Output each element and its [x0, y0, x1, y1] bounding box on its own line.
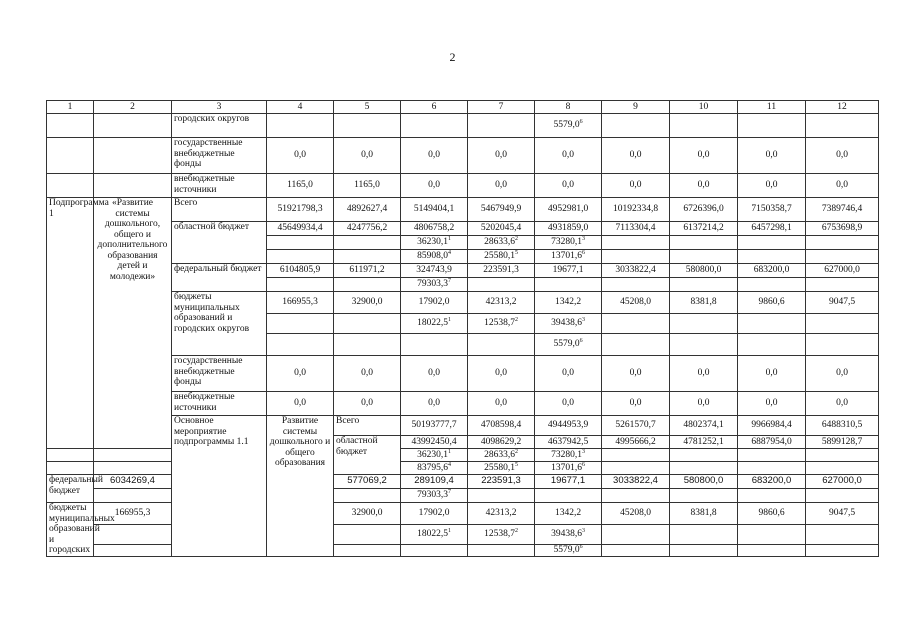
table-row — [47, 356, 879, 392]
value-cell: 4802374,1 — [670, 416, 738, 436]
value-cell: 9047,5 — [806, 503, 879, 525]
value-cell: 223591,3 — [468, 475, 535, 489]
value-cell: 4995666,2 — [602, 436, 670, 449]
value-cell: 73280,1$^3$ — [535, 236, 602, 250]
value-cell: 43992450,4 — [401, 436, 468, 449]
program-title: «Развитие системы дошкольного, общего и дополнительного образования детей и молодежи» — [94, 198, 172, 449]
value-cell: 166955,3 — [267, 292, 334, 314]
table-row — [47, 489, 879, 503]
footnote-mark: 1 — [447, 236, 451, 243]
column-number: 4 — [267, 101, 334, 114]
value-cell — [670, 525, 738, 545]
value-cell — [806, 236, 879, 250]
value-cell: 4247756,2 — [334, 222, 401, 236]
empty-cell — [94, 174, 172, 198]
footnote-mark: 3 — [581, 448, 585, 455]
value-cell: 50193777,7 — [401, 416, 468, 436]
value-cell — [602, 525, 670, 545]
value-cell — [47, 462, 94, 475]
value-cell: 3033822,4 — [602, 264, 670, 278]
value-cell — [334, 525, 401, 545]
value-cell: 0,0 — [806, 174, 879, 198]
value-cell: 12538,7$^2$ — [468, 314, 535, 334]
value-cell: 0,0 — [468, 174, 535, 198]
value-cell — [738, 489, 806, 503]
value-cell: 7150358,7 — [738, 198, 806, 222]
value-cell: 79303,3$^7$ — [401, 278, 468, 292]
value-cell — [738, 525, 806, 545]
value-cell — [401, 114, 468, 138]
value-cell — [267, 278, 334, 292]
footnote-mark: 2 — [514, 448, 518, 455]
value-cell — [468, 545, 535, 557]
value-cell — [670, 236, 738, 250]
empty-cell — [47, 174, 94, 198]
value-cell: 0,0 — [535, 392, 602, 416]
value-cell: 0,0 — [602, 356, 670, 392]
footnote-mark: 1 — [447, 317, 451, 324]
program-code: Подпрограмма 1 — [47, 198, 94, 449]
value-cell: 9047,5 — [806, 292, 879, 314]
value-cell: 19677,1 — [535, 264, 602, 278]
value-cell — [267, 250, 334, 264]
footnote-mark: 4 — [447, 461, 451, 468]
value-cell: 0,0 — [267, 138, 334, 174]
header-row — [47, 101, 879, 114]
value-cell: 611971,2 — [334, 264, 401, 278]
value-cell — [267, 314, 334, 334]
value-cell: 17902,0 — [401, 503, 468, 525]
value-cell: 1342,2 — [535, 503, 602, 525]
value-cell: 0,0 — [468, 392, 535, 416]
value-cell: 36230,1$^1$ — [401, 449, 468, 462]
value-cell — [670, 449, 738, 462]
value-cell: 51921798,3 — [267, 198, 334, 222]
value-cell: 0,0 — [670, 138, 738, 174]
footnote-mark: 5 — [514, 461, 518, 468]
empty-cell — [47, 114, 94, 138]
value-cell — [670, 545, 738, 557]
value-cell: 6726396,0 — [670, 198, 738, 222]
value-cell — [602, 114, 670, 138]
value-cell: 6137214,2 — [670, 222, 738, 236]
value-cell: 0,0 — [267, 392, 334, 416]
footnote-mark: 6 — [581, 461, 585, 468]
value-cell: 5467949,9 — [468, 198, 535, 222]
value-cell: 12538,7$^2$ — [468, 525, 535, 545]
value-cell: 6753698,9 — [806, 222, 879, 236]
value-cell: 0,0 — [602, 392, 670, 416]
value-cell — [670, 250, 738, 264]
value-cell — [806, 545, 879, 557]
footnote-mark: 1 — [447, 448, 451, 455]
table-row — [47, 449, 879, 462]
value-cell — [602, 489, 670, 503]
value-cell: 166955,3 — [94, 503, 172, 525]
source-label: федеральный бюджет — [47, 475, 94, 503]
value-cell: 0,0 — [535, 138, 602, 174]
value-cell: 32900,0 — [334, 292, 401, 314]
value-cell — [738, 462, 806, 475]
table-row — [47, 138, 879, 174]
value-cell: 5579,0$^6$ — [535, 545, 602, 557]
value-cell: 6488310,5 — [806, 416, 879, 436]
value-cell: 0,0 — [806, 138, 879, 174]
value-cell — [602, 462, 670, 475]
footnote-mark: 6 — [581, 250, 585, 257]
column-number: 10 — [670, 101, 738, 114]
column-number: 8 — [535, 101, 602, 114]
value-cell: 0,0 — [670, 174, 738, 198]
value-cell: 32900,0 — [334, 503, 401, 525]
value-cell — [602, 278, 670, 292]
value-cell — [806, 278, 879, 292]
value-cell: 1165,0 — [334, 174, 401, 198]
column-number: 5 — [334, 101, 401, 114]
value-cell: 0,0 — [738, 138, 806, 174]
value-cell: 18022,5$^1$ — [401, 314, 468, 334]
value-cell — [806, 314, 879, 334]
value-cell — [468, 489, 535, 503]
value-cell: 9860,6 — [738, 503, 806, 525]
column-number: 6 — [401, 101, 468, 114]
column-number: 1 — [47, 101, 94, 114]
value-cell — [602, 545, 670, 557]
value-cell: 4708598,4 — [468, 416, 535, 436]
source-label: внебюджетные источники — [172, 392, 267, 416]
value-cell — [670, 278, 738, 292]
value-cell — [806, 489, 879, 503]
value-cell: 17902,0 — [401, 292, 468, 314]
value-cell: 0,0 — [602, 138, 670, 174]
value-cell — [334, 114, 401, 138]
value-cell: 83795,6$^4$ — [401, 462, 468, 475]
value-cell: 28633,6$^2$ — [468, 236, 535, 250]
value-cell — [401, 545, 468, 557]
value-cell — [94, 449, 172, 462]
table-row — [47, 416, 879, 436]
footnote-mark: 7 — [447, 278, 451, 285]
value-cell: 42313,2 — [468, 503, 535, 525]
footnote-mark: 2 — [514, 528, 518, 535]
value-cell: 73280,1$^3$ — [535, 449, 602, 462]
value-cell: 0,0 — [468, 138, 535, 174]
value-cell: 39438,6$^3$ — [535, 525, 602, 545]
value-cell: 0,0 — [401, 174, 468, 198]
footnote-mark: 4 — [447, 250, 451, 257]
value-cell: 5202045,4 — [468, 222, 535, 236]
value-cell — [806, 462, 879, 475]
empty-cell — [47, 138, 94, 174]
value-cell: 0,0 — [670, 356, 738, 392]
value-cell: 5899128,7 — [806, 436, 879, 449]
value-cell — [334, 489, 401, 503]
column-number: 11 — [738, 101, 806, 114]
value-cell: 45208,0 — [602, 503, 670, 525]
value-cell: 6104805,9 — [267, 264, 334, 278]
table-row — [47, 392, 879, 416]
value-cell: 8381,8 — [670, 503, 738, 525]
value-cell: 5261570,7 — [602, 416, 670, 436]
value-cell: 0,0 — [267, 356, 334, 392]
value-cell: 25580,1$^5$ — [468, 462, 535, 475]
value-cell — [334, 545, 401, 557]
table-row — [47, 222, 879, 236]
value-cell — [738, 250, 806, 264]
value-cell: 0,0 — [738, 392, 806, 416]
footnote-mark: 7 — [447, 489, 451, 496]
value-cell: 0,0 — [401, 392, 468, 416]
footnote-mark: 3 — [581, 236, 585, 243]
table-row — [47, 198, 879, 222]
value-cell — [602, 314, 670, 334]
value-cell: 6034269,4 — [94, 475, 172, 489]
source-label: Всего — [172, 198, 267, 222]
value-cell: 4637942,5 — [535, 436, 602, 449]
table-row — [47, 475, 879, 489]
value-cell: 4892627,4 — [334, 198, 401, 222]
page-number: 2 — [449, 50, 456, 64]
source-label: федеральный бюджет — [172, 264, 267, 292]
value-cell — [267, 334, 334, 356]
value-cell: 577069,2 — [334, 475, 401, 489]
value-cell — [94, 489, 172, 503]
value-cell: 0,0 — [738, 174, 806, 198]
footnote-mark: 2 — [514, 317, 518, 324]
value-cell: 0,0 — [602, 174, 670, 198]
value-cell: 9966984,4 — [738, 416, 806, 436]
source-label: городских округов — [172, 114, 267, 138]
value-cell — [94, 525, 172, 545]
footnote-mark: 3 — [581, 317, 585, 324]
footnote-mark: 3 — [581, 528, 585, 535]
value-cell — [602, 236, 670, 250]
value-cell: 19677,1 — [535, 475, 602, 489]
footnote-mark: 1 — [447, 528, 451, 535]
value-cell: 6457298,1 — [738, 222, 806, 236]
footnote-mark: 5 — [514, 250, 518, 257]
value-cell: 8381,8 — [670, 292, 738, 314]
value-cell — [806, 114, 879, 138]
value-cell — [738, 449, 806, 462]
value-cell: 45649934,4 — [267, 222, 334, 236]
value-cell — [334, 334, 401, 356]
value-cell — [670, 114, 738, 138]
value-cell: 13701,6$^6$ — [535, 462, 602, 475]
source-label: государственные внебюджетные фонды — [172, 356, 267, 392]
value-cell: 79303,3$^7$ — [401, 489, 468, 503]
value-cell — [806, 449, 879, 462]
value-cell: 324743,9 — [401, 264, 468, 278]
column-number: 12 — [806, 101, 879, 114]
value-cell — [94, 462, 172, 475]
value-cell: 0,0 — [401, 356, 468, 392]
table-row — [47, 292, 879, 314]
value-cell: 7389746,4 — [806, 198, 879, 222]
value-cell: 0,0 — [334, 138, 401, 174]
value-cell: 0,0 — [468, 356, 535, 392]
footnote-mark: 6 — [579, 338, 583, 345]
value-cell: 18022,5$^1$ — [401, 525, 468, 545]
table-row — [47, 174, 879, 198]
value-cell: 627000,0 — [806, 264, 879, 278]
value-cell: 4806758,2 — [401, 222, 468, 236]
value-cell: 683200,0 — [738, 264, 806, 278]
value-cell: 85908,0$^4$ — [401, 250, 468, 264]
value-cell — [334, 278, 401, 292]
value-cell: 4781252,1 — [670, 436, 738, 449]
value-cell: 4944953,9 — [535, 416, 602, 436]
source-label: внебюджетные источники — [172, 174, 267, 198]
value-cell — [401, 334, 468, 356]
column-number: 2 — [94, 101, 172, 114]
empty-cell — [94, 114, 172, 138]
value-cell — [670, 462, 738, 475]
value-cell: 0,0 — [535, 356, 602, 392]
value-cell: 42313,2 — [468, 292, 535, 314]
value-cell: 0,0 — [806, 356, 879, 392]
value-cell: 4931859,0 — [535, 222, 602, 236]
value-cell — [806, 525, 879, 545]
value-cell: 1165,0 — [267, 174, 334, 198]
footnote-mark: 2 — [514, 236, 518, 243]
value-cell: 10192334,8 — [602, 198, 670, 222]
value-cell: 0,0 — [535, 174, 602, 198]
value-cell: 0,0 — [806, 392, 879, 416]
value-cell — [670, 314, 738, 334]
value-cell — [738, 278, 806, 292]
value-cell: 0,0 — [738, 356, 806, 392]
value-cell — [94, 545, 172, 557]
value-cell — [602, 449, 670, 462]
value-cell — [47, 449, 94, 462]
table-row — [47, 264, 879, 278]
value-cell: 5149404,1 — [401, 198, 468, 222]
value-cell: 4952981,0 — [535, 198, 602, 222]
value-cell — [267, 236, 334, 250]
value-cell: 7113304,4 — [602, 222, 670, 236]
value-cell — [806, 250, 879, 264]
value-cell — [670, 334, 738, 356]
value-cell: 5579,0$^6$ — [535, 334, 602, 356]
value-cell: 13701,6$^6$ — [535, 250, 602, 264]
program-code: Основное мероприятие подпрограммы 1.1 — [172, 416, 267, 557]
value-cell: 25580,1$^5$ — [468, 250, 535, 264]
table-row — [47, 545, 879, 557]
value-cell — [738, 334, 806, 356]
value-cell: 3033822,4 — [602, 475, 670, 489]
table-row — [47, 525, 879, 545]
value-cell — [602, 250, 670, 264]
value-cell: 223591,3 — [468, 264, 535, 278]
value-cell: 1342,2 — [535, 292, 602, 314]
value-cell: 36230,1$^1$ — [401, 236, 468, 250]
value-cell — [468, 114, 535, 138]
value-cell — [738, 236, 806, 250]
value-cell: 0,0 — [401, 138, 468, 174]
value-cell: 289109,4 — [401, 475, 468, 489]
footnote-mark: 6 — [579, 119, 583, 126]
source-label: бюджеты муниципальных образований и городских — [47, 503, 94, 557]
value-cell — [738, 314, 806, 334]
column-number: 3 — [172, 101, 267, 114]
value-cell: 4098629,2 — [468, 436, 535, 449]
value-cell: 580800,0 — [670, 264, 738, 278]
value-cell: 45208,0 — [602, 292, 670, 314]
value-cell: 0,0 — [334, 356, 401, 392]
source-label: бюджеты муниципальных образований и городских округов — [172, 292, 267, 356]
value-cell — [267, 114, 334, 138]
value-cell: 9860,6 — [738, 292, 806, 314]
source-label: областной бюджет — [334, 436, 401, 475]
value-cell — [334, 250, 401, 264]
value-cell — [806, 334, 879, 356]
source-label: Всего — [334, 416, 401, 436]
value-cell: 0,0 — [670, 392, 738, 416]
budget-table — [46, 100, 879, 557]
table-row — [47, 503, 879, 525]
value-cell: 39438,6$^3$ — [535, 314, 602, 334]
value-cell — [334, 314, 401, 334]
value-cell — [535, 489, 602, 503]
table-row — [47, 462, 879, 475]
value-cell — [738, 114, 806, 138]
value-cell — [535, 278, 602, 292]
program-title: Развитие системы дошкольного и общего образования — [267, 416, 334, 557]
value-cell: 627000,0 — [806, 475, 879, 489]
value-cell: 0,0 — [334, 392, 401, 416]
value-cell: 580800,0 — [670, 475, 738, 489]
value-cell — [602, 334, 670, 356]
value-cell: 683200,0 — [738, 475, 806, 489]
table-row — [47, 114, 879, 138]
value-cell: 6887954,0 — [738, 436, 806, 449]
value-cell — [334, 236, 401, 250]
value-cell — [670, 489, 738, 503]
value-cell — [468, 278, 535, 292]
column-number: 9 — [602, 101, 670, 114]
empty-cell — [94, 138, 172, 174]
source-label: областной бюджет — [172, 222, 267, 264]
column-number: 7 — [468, 101, 535, 114]
value-cell: 28633,6$^2$ — [468, 449, 535, 462]
value-cell — [738, 545, 806, 557]
footnote-mark: 6 — [579, 544, 583, 551]
value-cell: 5579,0$^6$ — [535, 114, 602, 138]
value-cell — [468, 334, 535, 356]
source-label: государственные внебюджетные фонды — [172, 138, 267, 174]
